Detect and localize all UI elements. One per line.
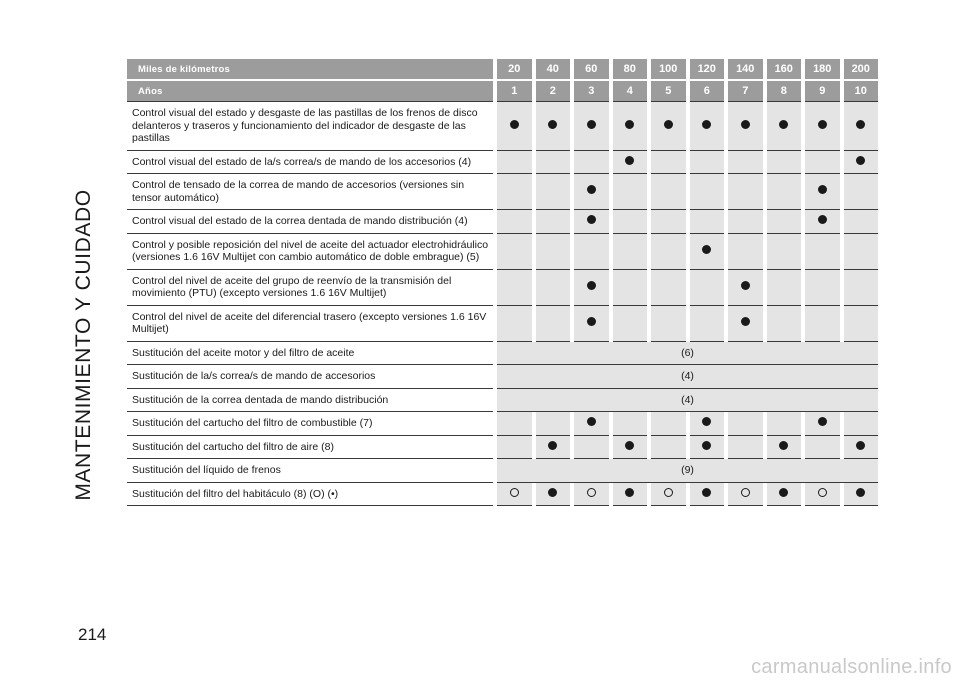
filled-dot-icon: [818, 417, 827, 426]
schedule-cell: [690, 412, 725, 436]
schedule-cell: [805, 436, 840, 460]
row-label: Control visual del estado y desgaste de las pastillas de los frenos de disco delanteros y traseros y funcionamiento del indicador de desgaste de las pastillas: [127, 101, 493, 151]
filled-dot-icon: [587, 417, 596, 426]
schedule-cell: [613, 210, 648, 234]
row-label: Sustitución de la correa dentada de mando distribución: [127, 389, 493, 413]
header-km-20: 20: [497, 59, 532, 79]
table-body: [127, 101, 878, 506]
header-km-label: Miles de kilómetros: [127, 59, 493, 79]
filled-dot-icon: [818, 120, 827, 129]
filled-dot-icon: [625, 120, 634, 129]
schedule-cell: [497, 270, 532, 306]
row-label: Sustitución del cartucho del filtro de combustible (7): [127, 412, 493, 436]
schedule-cell: [536, 210, 571, 234]
schedule-cell: [613, 101, 648, 151]
schedule-cell: [613, 234, 648, 270]
schedule-cell: [767, 270, 802, 306]
schedule-cell: [805, 270, 840, 306]
header-km-120: 120: [690, 59, 725, 79]
table-row: [127, 436, 878, 460]
row-note: (4): [497, 365, 878, 389]
header-row-years: [127, 79, 878, 101]
filled-dot-icon: [587, 120, 596, 129]
table-row: [127, 483, 878, 507]
schedule-cell: [767, 174, 802, 210]
filled-dot-icon: [625, 156, 634, 165]
schedule-cell: [805, 412, 840, 436]
schedule-cell: [767, 101, 802, 151]
schedule-cell: [690, 174, 725, 210]
open-circle-icon: [664, 488, 673, 497]
filled-dot-icon: [741, 281, 750, 290]
header-km-100: 100: [651, 59, 686, 79]
filled-dot-icon: [587, 185, 596, 194]
filled-dot-icon: [856, 120, 865, 129]
schedule-cell: [844, 174, 879, 210]
schedule-cell: [536, 151, 571, 175]
header-km-140: 140: [728, 59, 763, 79]
schedule-cell: [728, 151, 763, 175]
row-label: Sustitución del filtro del habitáculo (8) (O) (•): [127, 483, 493, 507]
schedule-cell: [536, 174, 571, 210]
filled-dot-icon: [741, 120, 750, 129]
header-year-4: 4: [613, 79, 648, 101]
header-km-180: 180: [805, 59, 840, 79]
schedule-cell: [651, 234, 686, 270]
filled-dot-icon: [548, 441, 557, 450]
filled-dot-icon: [702, 488, 711, 497]
schedule-cell: [728, 210, 763, 234]
schedule-cell: [651, 306, 686, 342]
schedule-cell: [651, 174, 686, 210]
schedule-cell: [728, 101, 763, 151]
filled-dot-icon: [779, 441, 788, 450]
schedule-cell: [728, 306, 763, 342]
schedule-cell: [536, 436, 571, 460]
schedule-cell: [651, 436, 686, 460]
schedule-cell: [805, 234, 840, 270]
schedule-cell: [574, 412, 609, 436]
schedule-cell: [805, 483, 840, 507]
schedule-cell: [844, 412, 879, 436]
table-row: [127, 459, 878, 483]
filled-dot-icon: [702, 120, 711, 129]
schedule-cell: [574, 101, 609, 151]
schedule-cell: [728, 436, 763, 460]
schedule-cell: [574, 234, 609, 270]
table-row: [127, 412, 878, 436]
schedule-cell: [767, 436, 802, 460]
schedule-cell: [805, 151, 840, 175]
schedule-cell: [497, 306, 532, 342]
schedule-cell: [767, 234, 802, 270]
header-km-40: 40: [536, 59, 571, 79]
schedule-cell: [767, 151, 802, 175]
schedule-cell: [651, 483, 686, 507]
schedule-cell: [613, 174, 648, 210]
schedule-cell: [728, 174, 763, 210]
filled-dot-icon: [587, 281, 596, 290]
schedule-cell: [497, 483, 532, 507]
schedule-cell: [574, 174, 609, 210]
schedule-cell: [844, 101, 879, 151]
schedule-cell: [651, 210, 686, 234]
filled-dot-icon: [779, 488, 788, 497]
watermark: carmanualsonline.info: [751, 656, 952, 678]
schedule-cell: [844, 483, 879, 507]
schedule-cell: [728, 483, 763, 507]
filled-dot-icon: [510, 120, 519, 129]
schedule-cell: [844, 151, 879, 175]
row-label: Control del nivel de aceite del diferencial trasero (excepto versiones 1.6 16V Multijet): [127, 306, 493, 342]
schedule-cell: [497, 210, 532, 234]
schedule-cell: [728, 412, 763, 436]
table-row: [127, 234, 878, 270]
filled-dot-icon: [587, 215, 596, 224]
schedule-cell: [690, 151, 725, 175]
schedule-cell: [844, 436, 879, 460]
schedule-cell: [767, 412, 802, 436]
row-label: Control y posible reposición del nivel de aceite del actuador electrohidráulico (versiones 1.6 16V Multijet con cambio automático de doble embrague) (5): [127, 234, 493, 270]
schedule-cell: [805, 174, 840, 210]
maintenance-schedule-table: [123, 59, 882, 506]
header-year-6: 6: [690, 79, 725, 101]
table-row: [127, 174, 878, 210]
schedule-cell: [613, 270, 648, 306]
schedule-cell: [497, 174, 532, 210]
filled-dot-icon: [856, 441, 865, 450]
table-row: [127, 342, 878, 366]
filled-dot-icon: [856, 156, 865, 165]
schedule-cell: [497, 436, 532, 460]
filled-dot-icon: [587, 317, 596, 326]
header-row-km: [127, 59, 878, 79]
schedule-cell: [690, 306, 725, 342]
filled-dot-icon: [856, 488, 865, 497]
header-km-80: 80: [613, 59, 648, 79]
row-label: Control visual del estado de la/s correa/s de mando de los accesorios (4): [127, 151, 493, 175]
filled-dot-icon: [779, 120, 788, 129]
header-year-8: 8: [767, 79, 802, 101]
filled-dot-icon: [702, 245, 711, 254]
header-year-3: 3: [574, 79, 609, 101]
header-km-200: 200: [844, 59, 879, 79]
row-label: Sustitución del cartucho del filtro de aire (8): [127, 436, 493, 460]
schedule-cell: [844, 306, 879, 342]
header-year-9: 9: [805, 79, 840, 101]
schedule-cell: [728, 270, 763, 306]
schedule-cell: [613, 151, 648, 175]
row-note: (4): [497, 389, 878, 413]
schedule-cell: [690, 270, 725, 306]
row-label: Sustitución del líquido de frenos: [127, 459, 493, 483]
schedule-cell: [574, 151, 609, 175]
schedule-cell: [497, 412, 532, 436]
header-years-label: Años: [127, 79, 493, 101]
open-circle-icon: [510, 488, 519, 497]
schedule-cell: [844, 234, 879, 270]
header-year-7: 7: [728, 79, 763, 101]
table-row: [127, 389, 878, 413]
schedule-cell: [805, 101, 840, 151]
schedule-cell: [690, 483, 725, 507]
header-km-60: 60: [574, 59, 609, 79]
schedule-cell: [574, 483, 609, 507]
page-number: 214: [78, 625, 107, 644]
table-row: [127, 101, 878, 151]
row-label: Sustitución del aceite motor y del filtro de aceite: [127, 342, 493, 366]
schedule-cell: [574, 436, 609, 460]
schedule-cell: [613, 436, 648, 460]
schedule-cell: [651, 270, 686, 306]
schedule-cell: [536, 234, 571, 270]
filled-dot-icon: [818, 185, 827, 194]
schedule-cell: [574, 270, 609, 306]
table-row: [127, 365, 878, 389]
schedule-cell: [613, 412, 648, 436]
filled-dot-icon: [625, 441, 634, 450]
filled-dot-icon: [818, 215, 827, 224]
row-label: Sustitución de la/s correa/s de mando de accesorios: [127, 365, 493, 389]
schedule-cell: [767, 483, 802, 507]
schedule-cell: [613, 306, 648, 342]
header-year-2: 2: [536, 79, 571, 101]
schedule-cell: [767, 210, 802, 234]
filled-dot-icon: [548, 120, 557, 129]
schedule-cell: [536, 412, 571, 436]
table-row: [127, 306, 878, 342]
header-year-5: 5: [651, 79, 686, 101]
schedule-cell: [536, 270, 571, 306]
row-label: Control del nivel de aceite del grupo de reenvío de la transmisión del movimiento (PTU) (excepto versiones 1.6 16V Multijet): [127, 270, 493, 306]
table-row: [127, 210, 878, 234]
schedule-cell: [690, 234, 725, 270]
schedule-cell: [497, 101, 532, 151]
open-circle-icon: [587, 488, 596, 497]
header-km-160: 160: [767, 59, 802, 79]
schedule-cell: [805, 210, 840, 234]
schedule-cell: [651, 101, 686, 151]
schedule-cell: [497, 234, 532, 270]
table-row: [127, 151, 878, 175]
filled-dot-icon: [702, 417, 711, 426]
filled-dot-icon: [664, 120, 673, 129]
schedule-cell: [574, 306, 609, 342]
schedule-cell: [728, 234, 763, 270]
filled-dot-icon: [741, 317, 750, 326]
schedule-cell: [574, 210, 609, 234]
row-label: Control de tensado de la correa de mando de accesorios (versiones sin tensor automático): [127, 174, 493, 210]
schedule-cell: [536, 483, 571, 507]
row-note: (6): [497, 342, 878, 366]
filled-dot-icon: [702, 441, 711, 450]
schedule-cell: [536, 101, 571, 151]
schedule-cell: [690, 210, 725, 234]
row-label: Control visual del estado de la correa dentada de mando distribución (4): [127, 210, 493, 234]
open-circle-icon: [741, 488, 750, 497]
table-row: [127, 270, 878, 306]
schedule-cell: [844, 210, 879, 234]
schedule-cell: [844, 270, 879, 306]
filled-dot-icon: [625, 488, 634, 497]
filled-dot-icon: [548, 488, 557, 497]
schedule-cell: [651, 412, 686, 436]
schedule-cell: [536, 306, 571, 342]
schedule-cell: [690, 436, 725, 460]
section-title: MANTENIMIENTO Y CUIDADO: [72, 189, 95, 501]
schedule-cell: [690, 101, 725, 151]
schedule-cell: [805, 306, 840, 342]
header-year-10: 10: [844, 79, 879, 101]
open-circle-icon: [818, 488, 827, 497]
schedule-cell: [651, 151, 686, 175]
schedule-cell: [767, 306, 802, 342]
row-note: (9): [497, 459, 878, 483]
schedule-cell: [613, 483, 648, 507]
schedule-cell: [497, 151, 532, 175]
header-year-1: 1: [497, 79, 532, 101]
